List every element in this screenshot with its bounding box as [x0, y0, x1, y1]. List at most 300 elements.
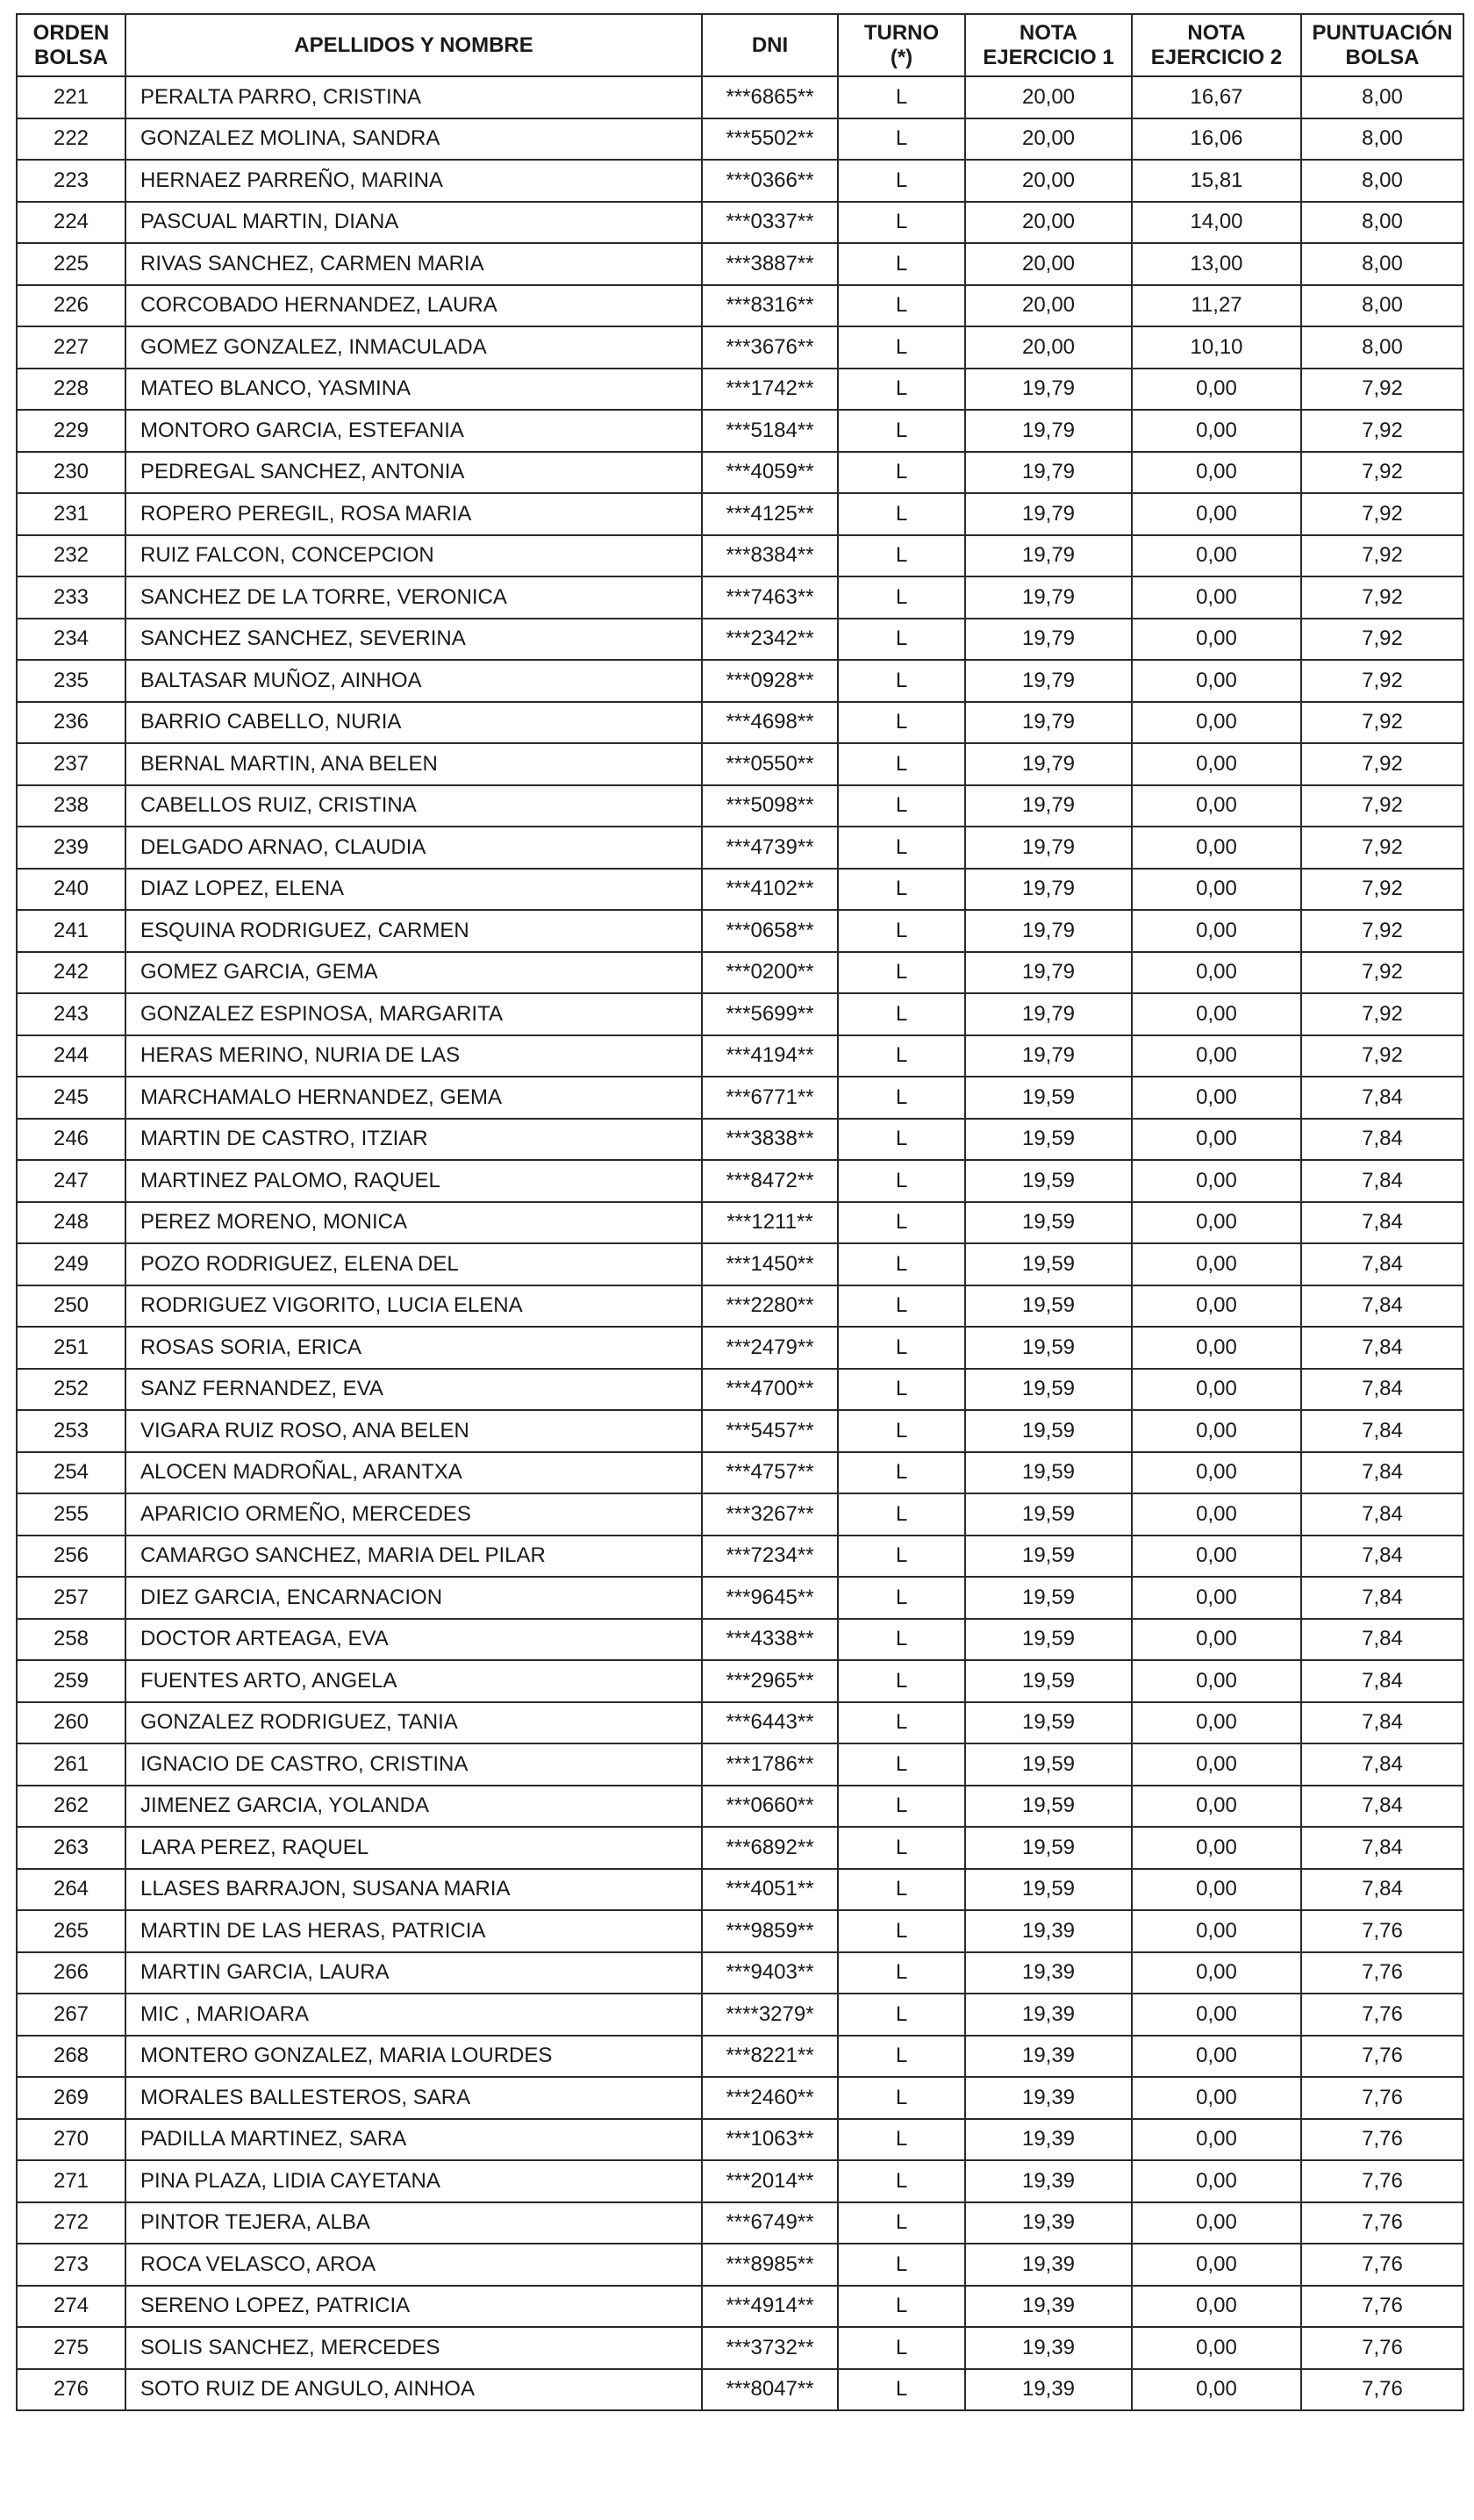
- table-row: [17, 1493, 1463, 1536]
- cell-orden: 259: [17, 1660, 125, 1702]
- cell-dni: ***5098**: [702, 785, 838, 827]
- cell-nota-ejercicio-1: 19,79: [965, 535, 1132, 577]
- col-header-nota-ejercicio-2: [1132, 14, 1301, 76]
- cell-puntuacion-bolsa: 8,00: [1301, 76, 1463, 118]
- cell-nota-ejercicio-2: 0,00: [1132, 1327, 1301, 1369]
- cell-nota-ejercicio-2: 0,00: [1132, 2077, 1301, 2119]
- cell-orden: 222: [17, 118, 125, 161]
- cell-orden: 236: [17, 702, 125, 744]
- cell-puntuacion-bolsa: 7,76: [1301, 2160, 1463, 2202]
- cell-nota-ejercicio-1: 20,00: [965, 118, 1132, 161]
- cell-orden: 231: [17, 493, 125, 535]
- cell-apellidos-nombre: VIGARA RUIZ ROSO, ANA BELEN: [125, 1410, 702, 1452]
- cell-apellidos-nombre: PINTOR TEJERA, ALBA: [125, 2202, 702, 2244]
- cell-nota-ejercicio-2: 0,00: [1132, 1493, 1301, 1536]
- cell-orden: 230: [17, 452, 125, 494]
- table-row: [17, 2119, 1463, 2161]
- cell-nota-ejercicio-1: 19,79: [965, 619, 1132, 661]
- cell-apellidos-nombre: BARRIO CABELLO, NURIA: [125, 702, 702, 744]
- cell-puntuacion-bolsa: 7,92: [1301, 702, 1463, 744]
- cell-dni: ***6443**: [702, 1702, 838, 1744]
- col-header-line: BOLSA: [34, 45, 108, 69]
- table-row: [17, 1327, 1463, 1369]
- col-header-nota-ejercicio-1: [965, 14, 1132, 76]
- cell-turno: L: [838, 2369, 965, 2411]
- cell-puntuacion-bolsa: 7,84: [1301, 1869, 1463, 1911]
- cell-puntuacion-bolsa: 7,92: [1301, 743, 1463, 785]
- cell-nota-ejercicio-2: 0,00: [1132, 1994, 1301, 2036]
- cell-puntuacion-bolsa: 7,92: [1301, 369, 1463, 411]
- col-header-line: NOTA: [1187, 20, 1246, 45]
- cell-orden: 247: [17, 1160, 125, 1202]
- cell-puntuacion-bolsa: 7,92: [1301, 869, 1463, 911]
- cell-nota-ejercicio-2: 0,00: [1132, 1285, 1301, 1328]
- cell-orden: 257: [17, 1577, 125, 1619]
- cell-dni: ***4051**: [702, 1869, 838, 1911]
- cell-apellidos-nombre: RODRIGUEZ VIGORITO, LUCIA ELENA: [125, 1285, 702, 1328]
- cell-apellidos-nombre: LLASES BARRAJON, SUSANA MARIA: [125, 1869, 702, 1911]
- table-row: [17, 1035, 1463, 1077]
- table-row: [17, 1619, 1463, 1661]
- cell-nota-ejercicio-1: 19,79: [965, 452, 1132, 494]
- cell-turno: L: [838, 619, 965, 661]
- cell-orden: 271: [17, 2160, 125, 2202]
- cell-puntuacion-bolsa: 7,84: [1301, 1369, 1463, 1411]
- cell-dni: ***0550**: [702, 743, 838, 785]
- cell-orden: 256: [17, 1536, 125, 1578]
- cell-puntuacion-bolsa: 7,92: [1301, 619, 1463, 661]
- cell-orden: 262: [17, 1786, 125, 1828]
- table-row: [17, 660, 1463, 702]
- cell-nota-ejercicio-1: 19,59: [965, 1493, 1132, 1536]
- table-row: [17, 118, 1463, 161]
- cell-dni: ***3838**: [702, 1119, 838, 1161]
- cell-nota-ejercicio-2: 0,00: [1132, 743, 1301, 785]
- cell-dni: ***4739**: [702, 827, 838, 869]
- cell-apellidos-nombre: LARA PEREZ, RAQUEL: [125, 1827, 702, 1869]
- cell-nota-ejercicio-2: 0,00: [1132, 535, 1301, 577]
- cell-puntuacion-bolsa: 7,76: [1301, 2036, 1463, 2078]
- cell-nota-ejercicio-1: 19,59: [965, 1077, 1132, 1119]
- table-row: [17, 1369, 1463, 1411]
- cell-nota-ejercicio-2: 0,00: [1132, 1202, 1301, 1244]
- table-row: [17, 1743, 1463, 1786]
- cell-orden: 221: [17, 76, 125, 118]
- cell-nota-ejercicio-1: 19,59: [965, 1369, 1132, 1411]
- cell-apellidos-nombre: MARTIN DE LAS HERAS, PATRICIA: [125, 1910, 702, 1952]
- cell-puntuacion-bolsa: 7,76: [1301, 1994, 1463, 2036]
- col-header-line: PUNTUACIÓN: [1312, 20, 1453, 45]
- cell-nota-ejercicio-1: 19,79: [965, 910, 1132, 952]
- cell-apellidos-nombre: DIAZ LOPEZ, ELENA: [125, 869, 702, 911]
- table-row: [17, 285, 1463, 327]
- cell-apellidos-nombre: IGNACIO DE CASTRO, CRISTINA: [125, 1743, 702, 1786]
- cell-apellidos-nombre: GOMEZ GARCIA, GEMA: [125, 952, 702, 994]
- cell-dni: ***2460**: [702, 2077, 838, 2119]
- cell-apellidos-nombre: RUIZ FALCON, CONCEPCION: [125, 535, 702, 577]
- col-header-puntuacion-bolsa: [1301, 14, 1463, 76]
- cell-puntuacion-bolsa: 7,84: [1301, 1410, 1463, 1452]
- cell-puntuacion-bolsa: 8,00: [1301, 118, 1463, 161]
- cell-nota-ejercicio-2: 0,00: [1132, 410, 1301, 452]
- cell-orden: 239: [17, 827, 125, 869]
- cell-orden: 264: [17, 1869, 125, 1911]
- cell-nota-ejercicio-2: 0,00: [1132, 2286, 1301, 2328]
- cell-turno: L: [838, 660, 965, 702]
- cell-dni: ***9859**: [702, 1910, 838, 1952]
- cell-puntuacion-bolsa: 7,92: [1301, 993, 1463, 1035]
- cell-nota-ejercicio-2: 0,00: [1132, 1160, 1301, 1202]
- cell-nota-ejercicio-1: 19,39: [965, 2160, 1132, 2202]
- table-row: [17, 452, 1463, 494]
- cell-turno: L: [838, 1410, 965, 1452]
- cell-nota-ejercicio-1: 19,39: [965, 2244, 1132, 2286]
- table-row: [17, 2244, 1463, 2286]
- cell-puntuacion-bolsa: 7,84: [1301, 1077, 1463, 1119]
- cell-puntuacion-bolsa: 7,92: [1301, 827, 1463, 869]
- cell-nota-ejercicio-2: 0,00: [1132, 1952, 1301, 1994]
- cell-dni: ***5699**: [702, 993, 838, 1035]
- cell-nota-ejercicio-1: 19,79: [965, 660, 1132, 702]
- cell-dni: ***0200**: [702, 952, 838, 994]
- cell-orden: 248: [17, 1202, 125, 1244]
- cell-puntuacion-bolsa: 7,76: [1301, 2119, 1463, 2161]
- cell-turno: L: [838, 1202, 965, 1244]
- cell-nota-ejercicio-2: 0,00: [1132, 2327, 1301, 2369]
- cell-puntuacion-bolsa: 7,84: [1301, 1786, 1463, 1828]
- cell-puntuacion-bolsa: 7,84: [1301, 1660, 1463, 1702]
- cell-nota-ejercicio-2: 0,00: [1132, 1869, 1301, 1911]
- cell-turno: L: [838, 827, 965, 869]
- cell-orden: 233: [17, 576, 125, 619]
- cell-puntuacion-bolsa: 7,92: [1301, 535, 1463, 577]
- col-header-apellidos-nombre: [125, 14, 702, 76]
- cell-turno: L: [838, 2286, 965, 2328]
- cell-turno: L: [838, 1369, 965, 1411]
- cell-puntuacion-bolsa: 7,84: [1301, 1243, 1463, 1285]
- cell-puntuacion-bolsa: 7,92: [1301, 785, 1463, 827]
- cell-puntuacion-bolsa: 7,84: [1301, 1743, 1463, 1786]
- cell-apellidos-nombre: SANCHEZ SANCHEZ, SEVERINA: [125, 619, 702, 661]
- cell-orden: 252: [17, 1369, 125, 1411]
- cell-dni: ***9403**: [702, 1952, 838, 1994]
- table-row: [17, 743, 1463, 785]
- cell-turno: L: [838, 1743, 965, 1786]
- cell-nota-ejercicio-2: 0,00: [1132, 1660, 1301, 1702]
- table-body: [17, 76, 1463, 2410]
- cell-apellidos-nombre: PEREZ MORENO, MONICA: [125, 1202, 702, 1244]
- cell-nota-ejercicio-2: 0,00: [1132, 1702, 1301, 1744]
- table-row: [17, 827, 1463, 869]
- cell-apellidos-nombre: SERENO LOPEZ, PATRICIA: [125, 2286, 702, 2328]
- cell-apellidos-nombre: PADILLA MARTINEZ, SARA: [125, 2119, 702, 2161]
- cell-nota-ejercicio-2: 16,06: [1132, 118, 1301, 161]
- cell-nota-ejercicio-2: 0,00: [1132, 827, 1301, 869]
- cell-dni: ***1063**: [702, 2119, 838, 2161]
- cell-nota-ejercicio-1: 19,59: [965, 1452, 1132, 1494]
- table-row: [17, 2286, 1463, 2328]
- cell-turno: L: [838, 1493, 965, 1536]
- cell-turno: L: [838, 369, 965, 411]
- cell-nota-ejercicio-2: 0,00: [1132, 1619, 1301, 1661]
- cell-apellidos-nombre: MARTIN DE CASTRO, ITZIAR: [125, 1119, 702, 1161]
- cell-apellidos-nombre: GONZALEZ MOLINA, SANDRA: [125, 118, 702, 161]
- cell-orden: 270: [17, 2119, 125, 2161]
- cell-puntuacion-bolsa: 7,76: [1301, 1910, 1463, 1952]
- cell-dni: ***0366**: [702, 160, 838, 202]
- cell-dni: ***2479**: [702, 1327, 838, 1369]
- cell-dni: ***3676**: [702, 326, 838, 369]
- table-row: [17, 326, 1463, 369]
- cell-apellidos-nombre: JIMENEZ GARCIA, YOLANDA: [125, 1786, 702, 1828]
- cell-orden: 244: [17, 1035, 125, 1077]
- cell-nota-ejercicio-1: 19,39: [965, 2119, 1132, 2161]
- cell-nota-ejercicio-1: 19,39: [965, 2036, 1132, 2078]
- cell-turno: L: [838, 869, 965, 911]
- cell-dni: ***4059**: [702, 452, 838, 494]
- cell-puntuacion-bolsa: 7,92: [1301, 910, 1463, 952]
- cell-dni: ***3887**: [702, 243, 838, 285]
- cell-nota-ejercicio-2: 0,00: [1132, 493, 1301, 535]
- cell-turno: L: [838, 1327, 965, 1369]
- cell-puntuacion-bolsa: 7,92: [1301, 1035, 1463, 1077]
- cell-nota-ejercicio-1: 19,79: [965, 869, 1132, 911]
- cell-dni: ***2342**: [702, 619, 838, 661]
- cell-turno: L: [838, 2119, 965, 2161]
- col-header-line: BOLSA: [1345, 45, 1420, 69]
- cell-puntuacion-bolsa: 7,84: [1301, 1202, 1463, 1244]
- cell-nota-ejercicio-2: 0,00: [1132, 702, 1301, 744]
- table-row: [17, 1869, 1463, 1911]
- col-header-line: TURNO: [863, 20, 940, 45]
- cell-nota-ejercicio-1: 19,79: [965, 410, 1132, 452]
- cell-dni: ***0660**: [702, 1786, 838, 1828]
- table-row: [17, 1243, 1463, 1285]
- cell-nota-ejercicio-2: 0,00: [1132, 576, 1301, 619]
- table-row: [17, 410, 1463, 452]
- cell-orden: 229: [17, 410, 125, 452]
- cell-puntuacion-bolsa: 7,76: [1301, 2202, 1463, 2244]
- col-header-line: EJERCICIO 2: [1150, 45, 1283, 69]
- table-row: [17, 2077, 1463, 2119]
- cell-nota-ejercicio-2: 0,00: [1132, 619, 1301, 661]
- cell-dni: ***6892**: [702, 1827, 838, 1869]
- table-row: [17, 702, 1463, 744]
- cell-puntuacion-bolsa: 7,76: [1301, 2369, 1463, 2411]
- cell-puntuacion-bolsa: 7,92: [1301, 660, 1463, 702]
- cell-nota-ejercicio-1: 19,59: [965, 1119, 1132, 1161]
- cell-puntuacion-bolsa: 7,92: [1301, 452, 1463, 494]
- cell-nota-ejercicio-1: 19,79: [965, 993, 1132, 1035]
- cell-nota-ejercicio-2: 11,27: [1132, 285, 1301, 327]
- cell-nota-ejercicio-1: 19,59: [965, 1410, 1132, 1452]
- cell-nota-ejercicio-1: 19,39: [965, 1952, 1132, 1994]
- table-row: [17, 1410, 1463, 1452]
- table-row: [17, 1702, 1463, 1744]
- cell-dni: ***2965**: [702, 1660, 838, 1702]
- cell-turno: L: [838, 1536, 965, 1578]
- cell-dni: ***8384**: [702, 535, 838, 577]
- cell-nota-ejercicio-1: 19,39: [965, 2327, 1132, 2369]
- cell-nota-ejercicio-2: 0,00: [1132, 1577, 1301, 1619]
- cell-apellidos-nombre: MORALES BALLESTEROS, SARA: [125, 2077, 702, 2119]
- cell-nota-ejercicio-2: 0,00: [1132, 785, 1301, 827]
- cell-nota-ejercicio-1: 20,00: [965, 326, 1132, 369]
- table-row: [17, 369, 1463, 411]
- cell-orden: 224: [17, 202, 125, 244]
- cell-dni: ***1742**: [702, 369, 838, 411]
- cell-orden: 266: [17, 1952, 125, 1994]
- cell-turno: L: [838, 952, 965, 994]
- cell-puntuacion-bolsa: 7,92: [1301, 410, 1463, 452]
- cell-puntuacion-bolsa: 7,76: [1301, 2286, 1463, 2328]
- cell-orden: 232: [17, 535, 125, 577]
- cell-apellidos-nombre: PINA PLAZA, LIDIA CAYETANA: [125, 2160, 702, 2202]
- table-row: [17, 1160, 1463, 1202]
- table-row: [17, 1119, 1463, 1161]
- cell-nota-ejercicio-2: 0,00: [1132, 1243, 1301, 1285]
- cell-orden: 275: [17, 2327, 125, 2369]
- cell-nota-ejercicio-2: 0,00: [1132, 1910, 1301, 1952]
- cell-nota-ejercicio-2: 0,00: [1132, 1452, 1301, 1494]
- cell-orden: 240: [17, 869, 125, 911]
- cell-nota-ejercicio-2: 0,00: [1132, 910, 1301, 952]
- cell-apellidos-nombre: BERNAL MARTIN, ANA BELEN: [125, 743, 702, 785]
- cell-turno: L: [838, 1702, 965, 1744]
- cell-puntuacion-bolsa: 7,84: [1301, 1452, 1463, 1494]
- cell-nota-ejercicio-1: 19,79: [965, 576, 1132, 619]
- cell-puntuacion-bolsa: 7,84: [1301, 1577, 1463, 1619]
- cell-orden: 223: [17, 160, 125, 202]
- cell-apellidos-nombre: FUENTES ARTO, ANGELA: [125, 1660, 702, 1702]
- col-header-dni: [702, 14, 838, 76]
- cell-nota-ejercicio-2: 14,00: [1132, 202, 1301, 244]
- cell-orden: 226: [17, 285, 125, 327]
- cell-nota-ejercicio-2: 0,00: [1132, 2369, 1301, 2411]
- cell-nota-ejercicio-2: 0,00: [1132, 1035, 1301, 1077]
- cell-nota-ejercicio-1: 19,59: [965, 1536, 1132, 1578]
- cell-nota-ejercicio-2: 0,00: [1132, 1536, 1301, 1578]
- cell-dni: ***6865**: [702, 76, 838, 118]
- cell-dni: ***4338**: [702, 1619, 838, 1661]
- cell-turno: L: [838, 452, 965, 494]
- cell-apellidos-nombre: RIVAS SANCHEZ, CARMEN MARIA: [125, 243, 702, 285]
- cell-turno: L: [838, 493, 965, 535]
- cell-turno: L: [838, 576, 965, 619]
- cell-nota-ejercicio-2: 10,10: [1132, 326, 1301, 369]
- cell-nota-ejercicio-1: 19,59: [965, 1869, 1132, 1911]
- cell-nota-ejercicio-1: 19,39: [965, 2369, 1132, 2411]
- cell-dni: ***2280**: [702, 1285, 838, 1328]
- cell-turno: L: [838, 243, 965, 285]
- cell-turno: L: [838, 1077, 965, 1119]
- cell-puntuacion-bolsa: 7,84: [1301, 1493, 1463, 1536]
- cell-nota-ejercicio-2: 0,00: [1132, 869, 1301, 911]
- col-header-line: APELLIDOS Y NOMBRE: [294, 32, 533, 57]
- cell-apellidos-nombre: MARTINEZ PALOMO, RAQUEL: [125, 1160, 702, 1202]
- col-header-turno: [838, 14, 965, 76]
- table-row: [17, 202, 1463, 244]
- cell-nota-ejercicio-1: 20,00: [965, 243, 1132, 285]
- cell-puntuacion-bolsa: 8,00: [1301, 243, 1463, 285]
- cell-orden: 242: [17, 952, 125, 994]
- table-row: [17, 576, 1463, 619]
- cell-turno: L: [838, 1952, 965, 1994]
- cell-nota-ejercicio-2: 0,00: [1132, 2036, 1301, 2078]
- cell-nota-ejercicio-2: 0,00: [1132, 452, 1301, 494]
- cell-dni: ***3732**: [702, 2327, 838, 2369]
- cell-nota-ejercicio-2: 0,00: [1132, 1119, 1301, 1161]
- header-row: [17, 14, 1463, 76]
- cell-apellidos-nombre: SOTO RUIZ DE ANGULO, AINHOA: [125, 2369, 702, 2411]
- cell-apellidos-nombre: POZO RODRIGUEZ, ELENA DEL: [125, 1243, 702, 1285]
- cell-orden: 261: [17, 1743, 125, 1786]
- table-row: [17, 2369, 1463, 2411]
- cell-nota-ejercicio-1: 19,59: [965, 1577, 1132, 1619]
- cell-turno: L: [838, 1160, 965, 1202]
- cell-orden: 234: [17, 619, 125, 661]
- cell-orden: 267: [17, 1994, 125, 2036]
- cell-apellidos-nombre: DOCTOR ARTEAGA, EVA: [125, 1619, 702, 1661]
- cell-dni: ***6749**: [702, 2202, 838, 2244]
- cell-turno: L: [838, 1827, 965, 1869]
- cell-nota-ejercicio-2: 16,67: [1132, 76, 1301, 118]
- table-row: [17, 160, 1463, 202]
- table-row: [17, 1910, 1463, 1952]
- cell-nota-ejercicio-1: 19,79: [965, 785, 1132, 827]
- cell-puntuacion-bolsa: 8,00: [1301, 160, 1463, 202]
- cell-apellidos-nombre: SANCHEZ DE LA TORRE, VERONICA: [125, 576, 702, 619]
- cell-apellidos-nombre: ESQUINA RODRIGUEZ, CARMEN: [125, 910, 702, 952]
- cell-turno: L: [838, 285, 965, 327]
- cell-orden: 237: [17, 743, 125, 785]
- cell-dni: ***7463**: [702, 576, 838, 619]
- cell-dni: ***8047**: [702, 2369, 838, 2411]
- cell-nota-ejercicio-2: 15,81: [1132, 160, 1301, 202]
- cell-orden: 268: [17, 2036, 125, 2078]
- cell-orden: 265: [17, 1910, 125, 1952]
- cell-dni: ***4194**: [702, 1035, 838, 1077]
- cell-nota-ejercicio-1: 19,59: [965, 1243, 1132, 1285]
- table-row: [17, 1202, 1463, 1244]
- cell-nota-ejercicio-1: 19,59: [965, 1743, 1132, 1786]
- table-row: [17, 1536, 1463, 1578]
- cell-dni: ***8985**: [702, 2244, 838, 2286]
- cell-nota-ejercicio-1: 20,00: [965, 160, 1132, 202]
- cell-orden: 254: [17, 1452, 125, 1494]
- table-row: [17, 493, 1463, 535]
- table-row: [17, 910, 1463, 952]
- cell-dni: ***8221**: [702, 2036, 838, 2078]
- cell-nota-ejercicio-1: 19,59: [965, 1660, 1132, 1702]
- cell-dni: ***0337**: [702, 202, 838, 244]
- table-row: [17, 869, 1463, 911]
- cell-nota-ejercicio-1: 19,79: [965, 743, 1132, 785]
- cell-orden: 258: [17, 1619, 125, 1661]
- cell-puntuacion-bolsa: 8,00: [1301, 285, 1463, 327]
- cell-orden: 245: [17, 1077, 125, 1119]
- cell-puntuacion-bolsa: 7,84: [1301, 1119, 1463, 1161]
- cell-dni: ***8316**: [702, 285, 838, 327]
- cell-nota-ejercicio-1: 19,59: [965, 1327, 1132, 1369]
- table-row: [17, 1786, 1463, 1828]
- cell-dni: ***4757**: [702, 1452, 838, 1494]
- cell-puntuacion-bolsa: 7,84: [1301, 1160, 1463, 1202]
- cell-nota-ejercicio-1: 19,59: [965, 1619, 1132, 1661]
- cell-turno: L: [838, 1786, 965, 1828]
- cell-nota-ejercicio-1: 19,59: [965, 1786, 1132, 1828]
- cell-orden: 274: [17, 2286, 125, 2328]
